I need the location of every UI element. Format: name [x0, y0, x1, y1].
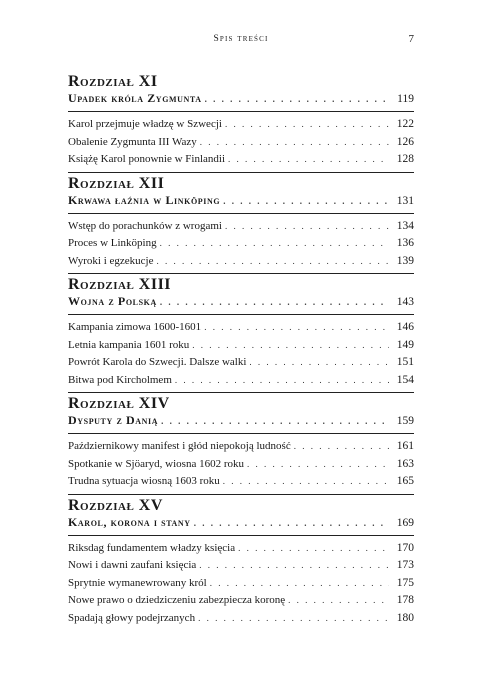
chapter-title: Karol, korona i stany [68, 514, 191, 529]
chapter-label: Rozdział XIV [68, 395, 170, 412]
toc-entry [68, 354, 414, 372]
entry-page: 122 [396, 118, 414, 130]
dot-leader [249, 354, 389, 372]
running-head [68, 34, 414, 48]
entry-title: Riksdag fundamentem władzy księcia [68, 541, 236, 554]
entry-title: Letnia kampania 1601 roku [68, 338, 190, 351]
entry-title: Książę Karol ponownie w Finlandii [68, 153, 226, 165]
running-head-title: Spis treści [213, 34, 269, 44]
entry-page: 134 [396, 219, 414, 232]
dot-leader [294, 438, 389, 456]
toc-entry [68, 235, 414, 253]
chapter-title-row [68, 192, 414, 214]
entry-title: Bitwa pod Kircholmem [68, 373, 172, 386]
entry-page: 178 [396, 594, 414, 606]
entry-page: 161 [396, 440, 414, 452]
chapter-section [68, 392, 414, 491]
dot-leader [228, 151, 389, 169]
dot-leader [156, 253, 389, 271]
dot-leader [192, 337, 389, 355]
dot-leader [204, 319, 389, 337]
toc-entry [68, 575, 414, 593]
chapter-title-row [68, 90, 414, 112]
chapter-section [68, 74, 414, 169]
entry-title: Spotkanie w Sjöaryd, wiosna 1602 roku [68, 457, 244, 470]
entry-page: 165 [396, 475, 414, 487]
entry-title: Sprytnie wymanewrowany król [68, 576, 207, 589]
entry-page: 128 [396, 153, 414, 165]
toc-entry [68, 134, 414, 152]
dot-leader [175, 372, 389, 390]
dot-leader [225, 218, 389, 236]
toc-entry [68, 116, 414, 134]
dot-leader [223, 473, 389, 491]
entry-page: 154 [396, 373, 414, 386]
toc-entry [68, 337, 414, 355]
chapter-page: 169 [396, 516, 414, 529]
chapter-title-row [68, 412, 414, 434]
dot-leader [161, 413, 389, 429]
toc-entry [68, 610, 414, 628]
dot-leader [247, 456, 389, 474]
dot-leader [200, 134, 389, 152]
entry-title: Wstęp do porachunków z wrogami [68, 219, 222, 232]
chapter-page: 159 [396, 415, 414, 427]
toc-entry [68, 557, 414, 575]
dot-leader [199, 557, 389, 575]
entry-title: Karol przejmuje władzę w Szwecji [68, 118, 222, 130]
entry-title: Nowe prawo o dziedziczeniu zabezpiecza koronę [68, 594, 286, 606]
dot-leader [205, 91, 389, 107]
entry-page: 151 [396, 356, 414, 368]
entry-title: Trudna sytuacja wiosną 1603 roku [68, 475, 220, 487]
chapter-title: Upadek króla Zygmunta [68, 91, 202, 105]
entry-title: Obalenie Zygmunta III Wazy [68, 135, 197, 148]
entry-title: Proces w Linköping [68, 237, 157, 249]
chapter-section [68, 494, 414, 628]
dot-leader [210, 575, 389, 593]
entry-title: Wyroki i egzekucje [68, 254, 154, 267]
entry-title: Nowi i dawni zaufani księcia [68, 559, 197, 571]
entry-page: 163 [396, 457, 414, 470]
toc-entry [68, 253, 414, 271]
entry-page: 175 [396, 576, 414, 589]
chapter-page: 119 [397, 93, 414, 105]
dot-leader [288, 592, 389, 610]
dot-leader [198, 610, 389, 628]
toc-entry [68, 218, 414, 236]
table-of-contents [68, 74, 414, 630]
chapter-title: Wojna z Polską [68, 294, 157, 308]
entry-page: 136 [396, 237, 414, 249]
chapter-section [68, 172, 414, 271]
dot-leader [225, 116, 389, 134]
chapter-title-row [68, 514, 414, 536]
toc-entry [68, 372, 414, 390]
chapter-label: Rozdział XI [68, 73, 158, 90]
entry-page: 149 [396, 338, 414, 351]
entry-title: Kampania zimowa 1600-1601 [68, 321, 202, 333]
entry-title: Spadają głowy podejrzanych [68, 611, 196, 624]
chapter-page: 143 [396, 296, 414, 308]
entry-page: 126 [396, 135, 414, 148]
chapter-label: Rozdział XIII [68, 276, 172, 293]
entry-title: Powrót Karola do Szwecji. Dalsze walki [68, 356, 247, 368]
toc-entry [68, 456, 414, 474]
chapter-title: Dysputy z Danią [68, 413, 159, 427]
chapter-label: Rozdział XII [68, 174, 165, 192]
toc-entry [68, 540, 414, 558]
dot-leader [160, 235, 389, 253]
entry-page: 180 [396, 611, 414, 624]
toc-entry [68, 319, 414, 337]
entry-page: 173 [396, 559, 414, 571]
toc-entry [68, 473, 414, 491]
dot-leader [160, 294, 389, 310]
dot-leader [223, 193, 389, 209]
dot-leader [194, 515, 389, 531]
chapter-title: Krwawa łaźnia w Linköping [68, 192, 221, 207]
toc-entry [68, 438, 414, 456]
toc-entry [68, 592, 414, 610]
chapter-section [68, 273, 414, 389]
toc-entry [68, 151, 414, 169]
entry-page: 170 [396, 541, 414, 554]
chapter-label: Rozdział XV [68, 496, 163, 514]
dot-leader [238, 540, 389, 558]
chapter-page: 131 [396, 194, 414, 207]
entry-title: Październikowy manifest i głód niepokoją ludność [68, 440, 291, 452]
chapter-title-row [68, 293, 414, 315]
page-number: 7 [408, 33, 414, 45]
entry-page: 146 [396, 321, 414, 333]
entry-page: 139 [396, 254, 414, 267]
